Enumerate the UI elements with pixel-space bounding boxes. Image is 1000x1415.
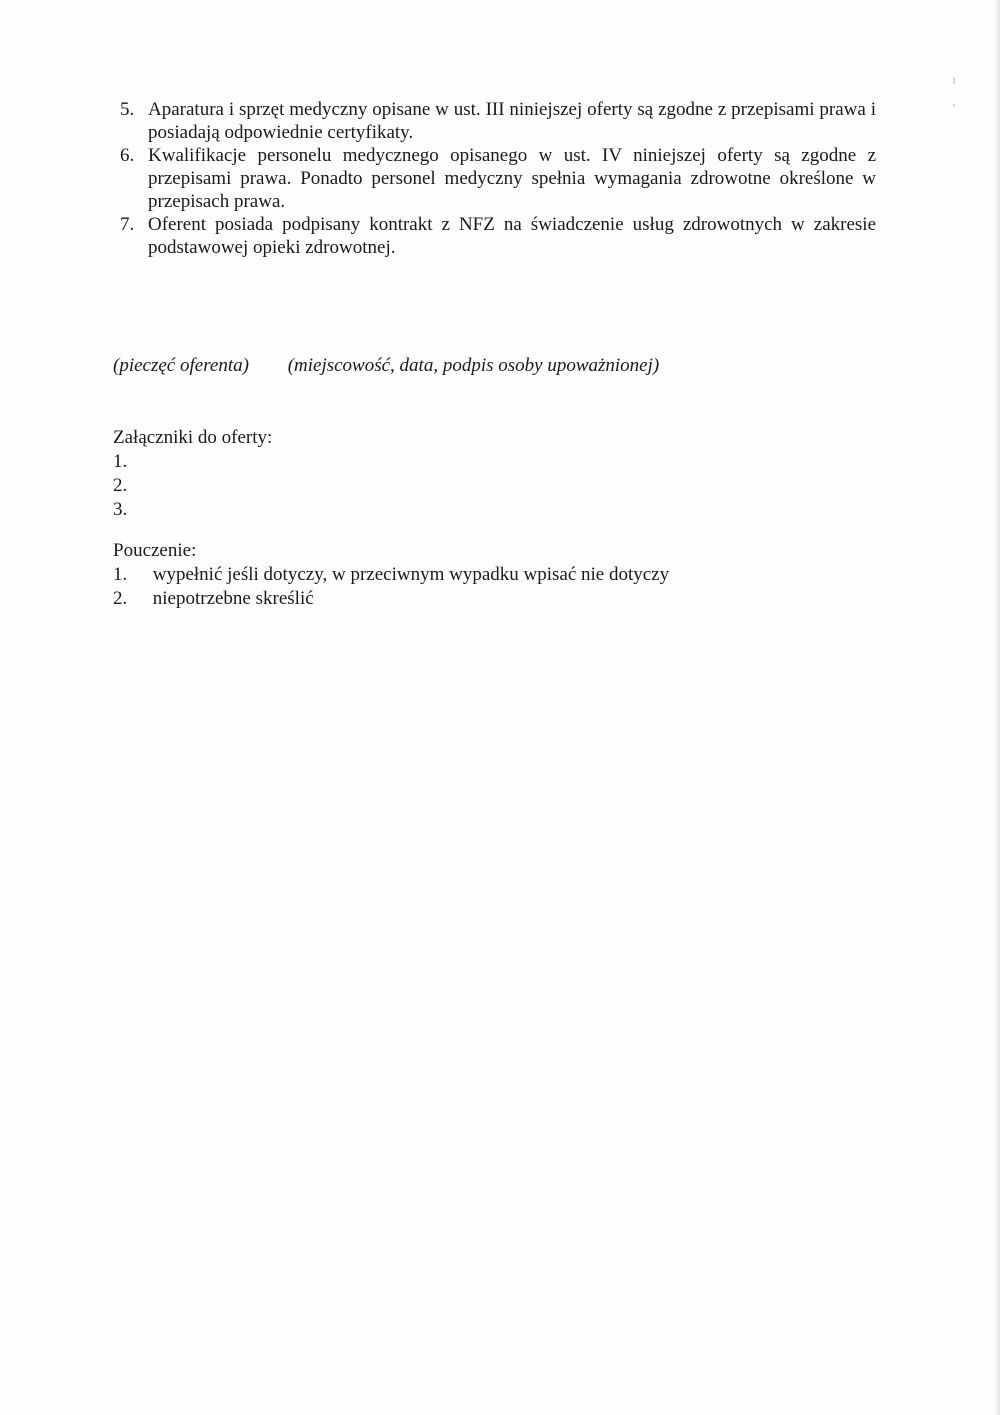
page-edge-shadow bbox=[994, 0, 1000, 1415]
instruction-number: 1. bbox=[113, 564, 128, 585]
statement-number: 5. bbox=[120, 99, 135, 120]
instruction-item bbox=[113, 587, 669, 611]
attachments-heading: Załączniki do oferty: bbox=[113, 427, 273, 448]
scan-artifact bbox=[953, 104, 955, 107]
scan-artifact bbox=[953, 78, 955, 84]
attachment-item: 1. bbox=[113, 451, 128, 472]
attachment-item: 3. bbox=[113, 499, 128, 520]
instruction-text: wypełnić jeśli dotyczy, w przeciwnym wypadku wpisać nie dotyczy bbox=[152, 564, 670, 585]
statement-number: 7. bbox=[120, 214, 135, 235]
stamp-caption: (pieczęć oferenta) bbox=[113, 355, 249, 376]
statement-text: Oferent posiada podpisany kontrakt z NFZ na świadczenie usług zdrowotnych w zakresie podstawowej opieki zdrowotnej. bbox=[148, 214, 876, 258]
instruction-item bbox=[113, 563, 669, 587]
statement-text: Kwalifikacje personelu medycznego opisanego w ust. IV niniejszej oferty są zgodne z przepisami prawa. Ponadto personel medyczny spełnia wymagania zdrowotne określone w przepisach prawa. bbox=[148, 145, 876, 212]
statement-item bbox=[120, 98, 876, 144]
statement-text: Aparatura i sprzęt medyczny opisane w ust. III niniejszej oferty są zgodne z przepisami prawa i posiadają odpowiednie certyfikaty. bbox=[148, 99, 876, 143]
attachment-item: 2. bbox=[113, 475, 128, 496]
attachments-section bbox=[113, 426, 272, 522]
place-date-signature-caption: (miejscowość, data, podpis osoby upoważnionej) bbox=[287, 355, 660, 376]
instruction-text: niepotrzebne skreślić bbox=[152, 588, 314, 609]
statement-number: 6. bbox=[120, 145, 135, 166]
instruction-number: 2. bbox=[113, 588, 128, 609]
statement-item bbox=[120, 213, 876, 259]
statements-list bbox=[120, 98, 876, 259]
instructions-heading: Pouczenie: bbox=[113, 540, 197, 561]
statement-item bbox=[120, 144, 876, 213]
instructions-section bbox=[113, 539, 669, 611]
signature-block bbox=[113, 355, 659, 377]
